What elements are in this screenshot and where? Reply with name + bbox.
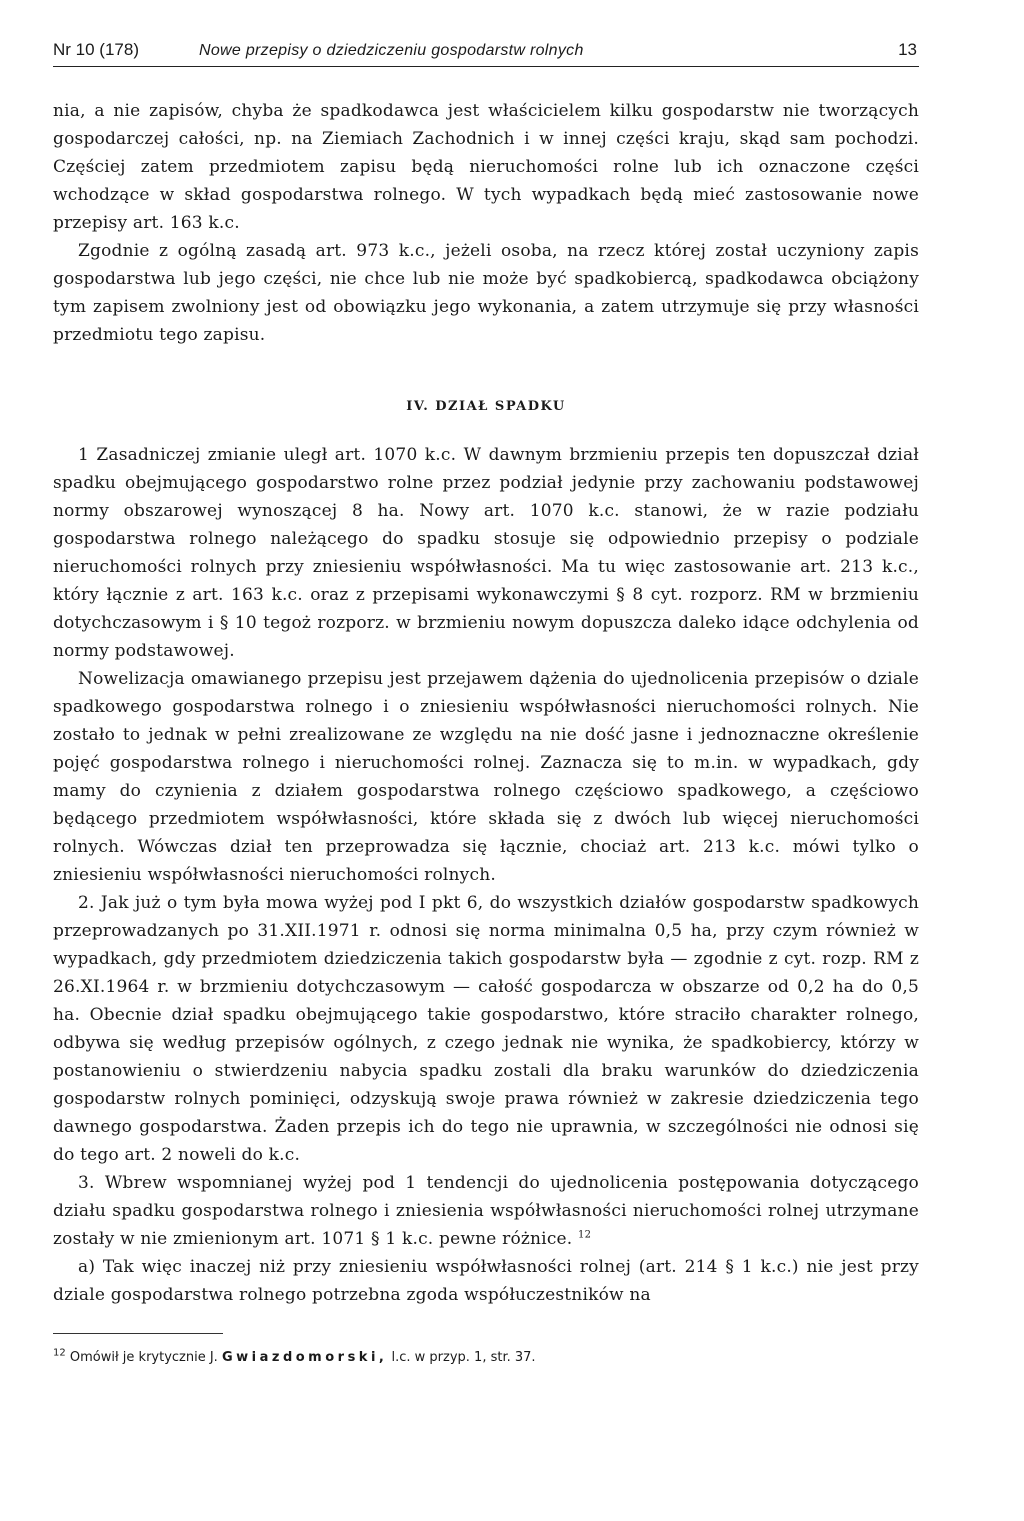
paragraph-5: a) Tak więc inaczej niż przy zniesieniu współwłasności rolnej (art. 214 § 1 k.c.) nie jest przy dziale gospodarstwa rolnego potrzebna zgoda współuczestników na xyxy=(53,1257,919,1305)
paragraph-3: 2. Jak już o tym była mowa wyżej pod I pkt 6, do wszystkich działów gospodarstw spadkowych przeprowadzanych po 31.XII.1971 r. odnosi się norma minimalna 0,5 ha, przy czym również w wypadkach, gdy przedmiotem dziedziczenia takich gospodarstw była — zgodnie z cyt. rozp. RM z 26.XI.1964 r. w brzmieniu dotychczasowym — całość gospodarcza w obszarze od 0,2 ha do 0,5 ha. Obecnie dział spadku obejmującego takie gospodarstwo, które straciło charakter rolnego, odbywa się według przepisów ogólnych, z czego jednak nie wynika, że spadkobiercy, którzy w postanowieniu o stwierdzeniu nabycia spadku zostali dla braku warunków do dziedziczenia gospodarstw rolnych pominięci, odzyskują swoje prawa również w zakresie dziedziczenia tego dawnego gospodarstwa. Żaden przepis ich do tego nie uprawnia, w szczególności nie odnosi się do tego art. 2 noweli do k.c. xyxy=(53,893,919,1165)
paragraph-1: 1 Zasadniczej zmianie uległ art. 1070 k.c. W dawnym brzmieniu przepis ten dopuszczał dział spadku obejmującego gospodarstwo rolne przez podział jedynie przy zachowaniu podstawowej normy obszarowej wynoszącej 8 ha. Nowy art. 1070 k.c. stanowi, że w razie podziału gospodarstwa rolnego należącego do spadku stosuje się odpowiednio przepisy o podziale nieruchomości rolnych przy zniesieniu współwłasności. Ma tu więc zastosowanie art. 213 k.c., który łącznie z art. 163 k.c. oraz z przepisami wykonawczymi § 8 cyt. rozporz. RM w brzmieniu dotychczasowym i § 10 tegoż rozporz. w brzmieniu nowym dopuszcza daleko idące odchylenia od normy podstawowej. xyxy=(53,445,919,661)
footnote-text-after: l.c. w przyp. 1, str. 37. xyxy=(391,1350,536,1365)
running-header xyxy=(53,40,919,67)
page xyxy=(53,40,919,1368)
footnote xyxy=(53,1348,919,1368)
footnote-number: 12 xyxy=(53,1347,66,1359)
running-title: Nowe przepisy o dziedziczeniu gospodarstw rolnych xyxy=(198,42,584,59)
page-number: 13 xyxy=(898,40,917,59)
paragraph-4 xyxy=(53,1169,919,1253)
footnote-reference[interactable]: 12 xyxy=(578,1229,592,1241)
issue-number: Nr 10 (178) xyxy=(53,40,139,59)
paragraph-2: Nowelizacja omawianego przepisu jest przejawem dążenia do ujednolicenia przepisów o dziale spadkowego gospodarstwa rolnego i o zniesieniu współwłasności nieruchomości rolnych. Nie zostało to jednak w pełni zrealizowane ze względu na nie dość jasne i jednoznaczne określenie pojęć gospodarstwa rolnego i nieruchomości rolnej. Zaznacza się to m.in. w wypadkach, gdy mamy do czynienia z działem gospodarstwa rolnego częściowo spadkowego, a częściowo będącego przedmiotem współwłasności, które składa się z dwóch lub więcej nieruchomości rolnych. Wówczas dział ten przeprowadza się łącznie, chociaż art. 213 k.c. mówi tylko o zniesieniu współwłasności nieruchomości rolnych. xyxy=(53,669,919,885)
footnote-text-before: Omówił je krytycznie J. xyxy=(69,1350,218,1365)
intro-paragraph-1: nia, a nie zapisów, chyba że spadkodawca jest właścicielem kilku gospodarstw nie tworzących gospodarczej całości, np. na Ziemiach Zachodnich i w innej części kraju, skąd sam pochodzi. Częściej zatem przedmiotem zapisu będą nieruchomości rolne lub ich oznaczone części wchodzące w skład gospodarstwa rolnego. W tych wypadkach będą mieć zastosowanie nowe przepisy art. 163 k.c. xyxy=(53,101,919,233)
footnote-divider xyxy=(53,1333,223,1334)
paragraph-4-text: 3. Wbrew wspomnianej wyżej pod 1 tendencji do ujednolicenia postępowania dotyczącego działu spadku gospodarstwa rolnego i zniesienia współwłasności nieruchomości rolnej utrzymane zostały w nie zmienionym art. 1071 § 1 k.c. pewne różnice. xyxy=(53,1173,919,1249)
article-body xyxy=(53,97,919,1309)
intro-paragraph-2: Zgodnie z ogólną zasadą art. 973 k.c., jeżeli osoba, na rzecz której został uczyniony zapis gospodarstwa lub jego części, nie chce lub nie może być spadkobiercą, spadkodawca obciążony tym zapisem zwolniony jest od obowiązku jego wykonania, a zatem utrzymuje się przy własności przedmiotu tego zapisu. xyxy=(53,241,919,345)
footnote-author: Gwiazdomorski, xyxy=(221,1350,388,1365)
section-heading: IV. DZIAŁ SPADKU xyxy=(406,399,566,414)
